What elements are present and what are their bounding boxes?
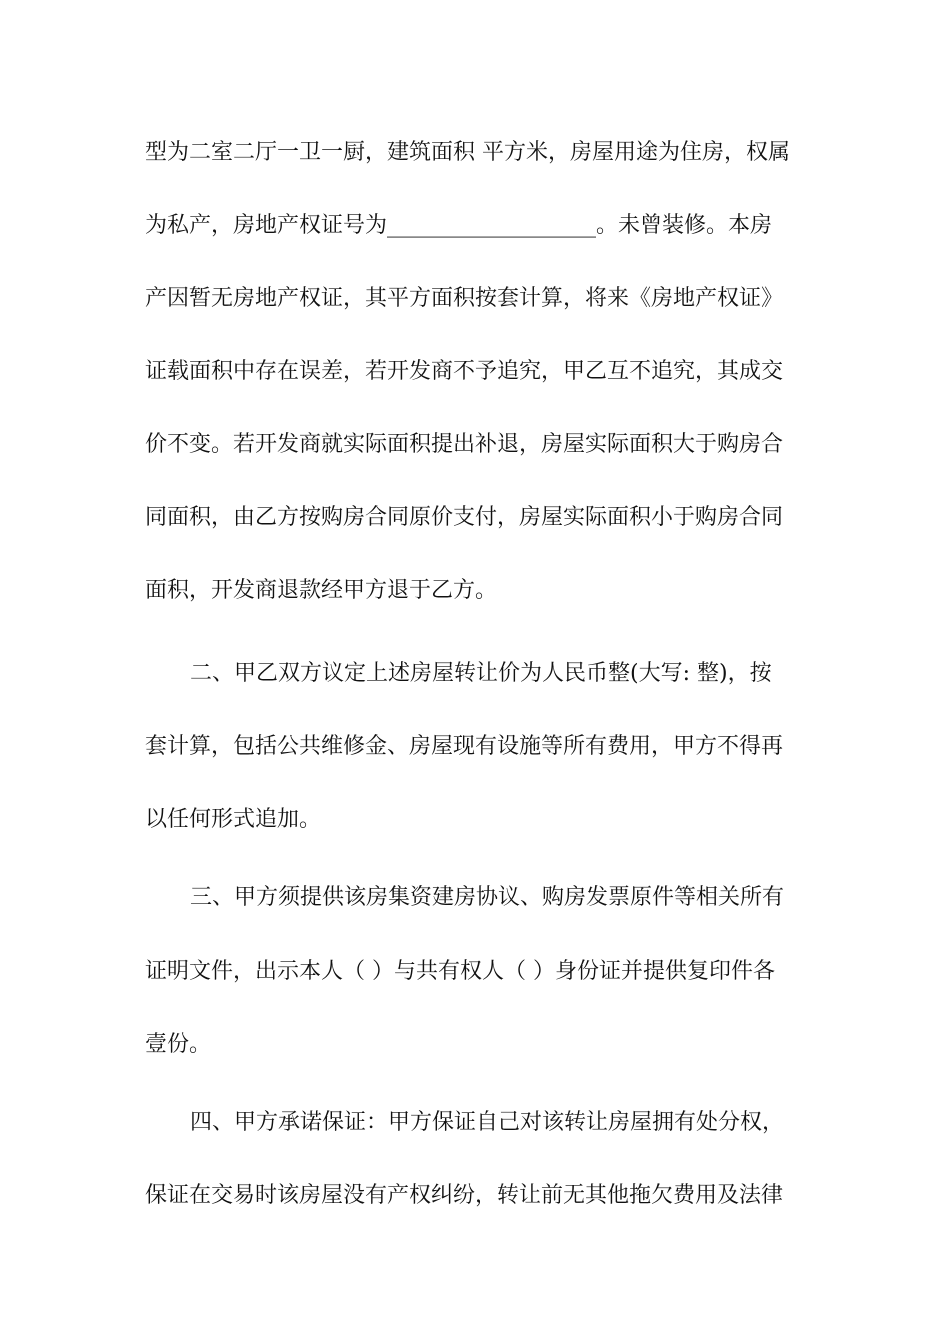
- paragraph-1-line-7: 面积，开发商退款经甲方退于乙方。: [145, 578, 498, 603]
- clause-2-line-2: 套计算，包括公共维修金、房屋现有设施等所有费用，甲方不得再: [145, 734, 784, 759]
- paragraph-1-line-3: 产因暂无房地产权证，其平方面积按套计算，将来《房地产权证》: [145, 286, 784, 311]
- clause-3-line-3: 壹份。: [145, 1032, 212, 1057]
- clause-2-line-1: 二、甲乙双方议定上述房屋转让价为人民币整(大写: 整)，按: [190, 661, 772, 686]
- paragraph-1-line-6: 同面积，由乙方按购房合同原价支付，房屋实际面积小于购房合同: [145, 505, 784, 530]
- paragraph-1-line-5: 价不变。若开发商就实际面积提出补退，房屋实际面积大于购房合: [145, 432, 784, 457]
- clause-2-line-3: 以任何形式追加。: [145, 807, 322, 832]
- clause-4-line-1: 四、甲方承诺保证：甲方保证自己对该转让房屋拥有处分权，: [190, 1110, 785, 1135]
- clause-3-line-2: 证明文件，出示本人（ ）与共有权人（ ）身份证并提供复印件各: [145, 959, 775, 984]
- clause-4-line-2: 保证在交易时该房屋没有产权纠纷，转让前无其他拖欠费用及法律: [145, 1183, 784, 1208]
- paragraph-1-line-2: 为私产，房地产权证号为___________________。未曾装修。本房: [145, 213, 773, 238]
- paragraph-1-line-1: 型为二室二厅一卫一厨，建筑面积 平方米，房屋用途为住房，权属: [145, 140, 790, 165]
- clause-3-line-1: 三、甲方须提供该房集资建房协议、购房发票原件等相关所有: [190, 885, 785, 910]
- paragraph-1-line-4: 证载面积中存在误差，若开发商不予追究，甲乙互不追究，其成交: [145, 359, 784, 384]
